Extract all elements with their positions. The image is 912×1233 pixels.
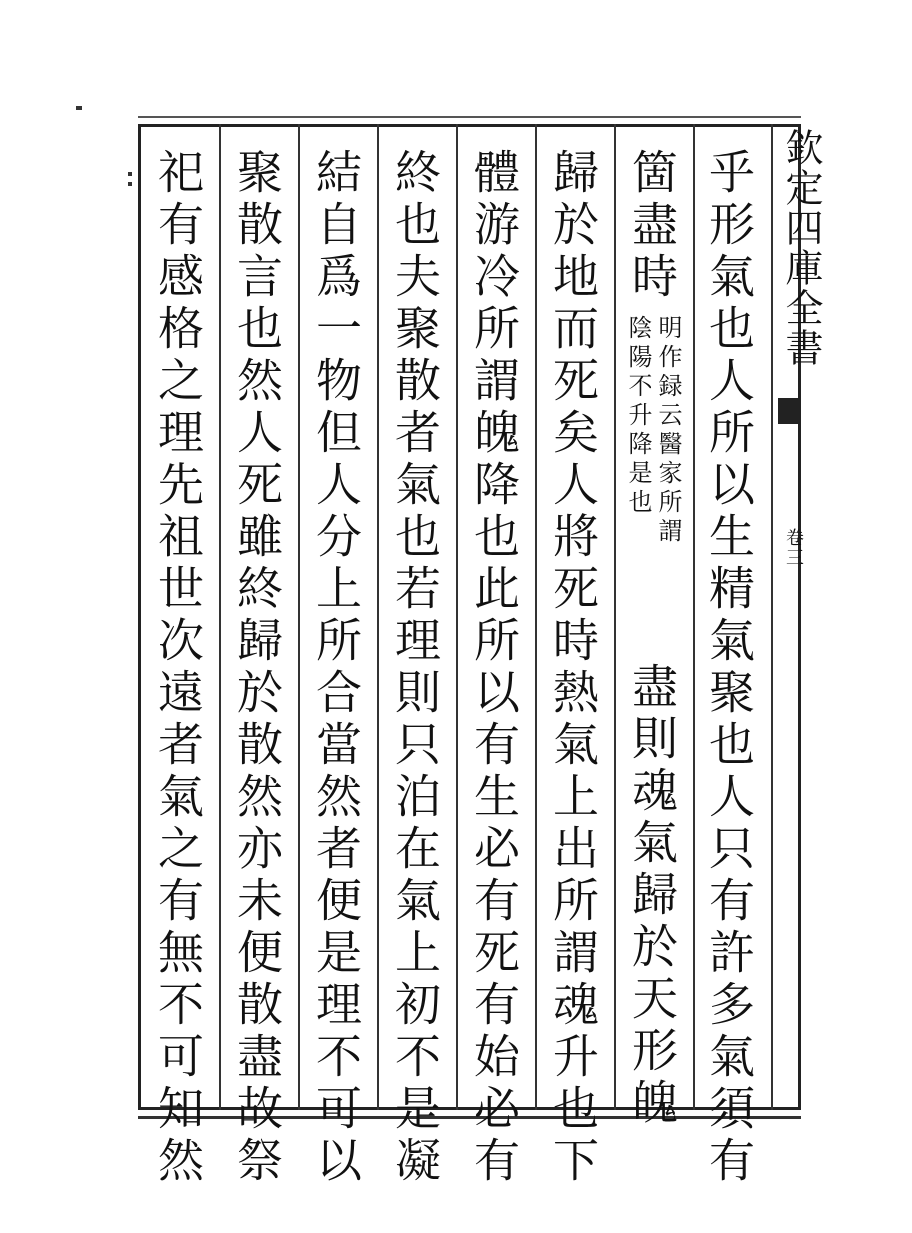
scan-mark bbox=[128, 172, 132, 176]
annotation-right: 明作録云醫家所謂 bbox=[654, 315, 682, 547]
fish-tail-mark bbox=[778, 398, 800, 424]
text-column-5: 終也夫聚散者氣也若理則只泊在氣上初不是凝 bbox=[388, 148, 442, 1188]
column-divider bbox=[614, 124, 616, 1110]
scan-mark bbox=[128, 182, 132, 186]
text-column-1: 乎形氣也人所以生精氣聚也人只有許多氣須有 bbox=[702, 148, 756, 1188]
text-column-6: 結自爲一物但人分上所合當然者便是理不可以 bbox=[309, 148, 363, 1188]
column-divider bbox=[456, 124, 458, 1110]
volume-label: 卷三 bbox=[783, 528, 804, 568]
text-column-3: 歸於地而死矣人將死時熱氣上出所謂魂升也下 bbox=[546, 148, 600, 1188]
book-title: 欽定四庫全書 bbox=[779, 128, 823, 368]
text-column-7: 聚散言也然人死雖終歸於散然亦未便散盡故祭 bbox=[230, 148, 284, 1188]
text-column-4: 體游冷所謂魄降也此所以有生必有死有始必有 bbox=[467, 148, 521, 1188]
text-column-8: 祀有感格之理先祖世次遠者氣之有無不可知然 bbox=[151, 148, 205, 1188]
column-divider bbox=[693, 124, 695, 1110]
column-divider bbox=[219, 124, 221, 1110]
column-divider bbox=[535, 124, 537, 1110]
top-rule bbox=[138, 116, 801, 118]
annotation-left: 陰陽不升降是也 bbox=[624, 315, 652, 518]
text-column-2-rest: 盡則魂氣歸於天形魄 bbox=[625, 662, 679, 1130]
column-divider bbox=[298, 124, 300, 1110]
scan-mark bbox=[76, 106, 82, 110]
text-column-2-main: 箇盡時 bbox=[625, 148, 679, 304]
column-divider bbox=[377, 124, 379, 1110]
